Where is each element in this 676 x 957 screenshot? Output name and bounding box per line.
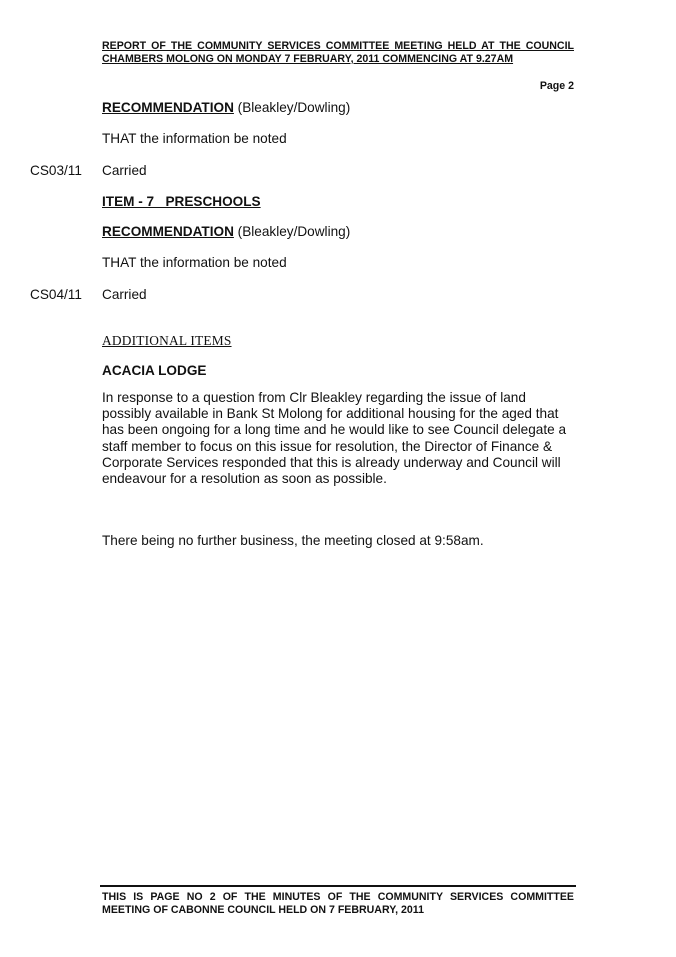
additional-items-heading: ADDITIONAL ITEMS (102, 333, 232, 348)
acacia-lodge-heading: ACACIA LODGE (102, 363, 207, 378)
page-number: Page 2 (539, 80, 574, 92)
motion-outcome: Carried (102, 163, 147, 178)
resolution-text: THAT the information be noted (102, 255, 287, 270)
minute-reference: CS03/11 (30, 163, 82, 178)
motion-outcome: Carried (102, 287, 147, 302)
closing-statement: There being no further business, the meeting closed at 9:58am. (102, 533, 484, 548)
footer-text: THIS IS PAGE NO 2 OF THE MINUTES OF THE COMMUNITY SERVICES COMMITTEE MEETING OF CABONNE COUNCIL HELD ON 7 FEBRUARY, 2011 (102, 891, 574, 916)
minute-reference: CS04/11 (30, 287, 82, 302)
acacia-lodge-paragraph: In response to a question from Clr Bleakley regarding the issue of land possibly available in Bank St Molong for additional housing for the aged that has been ongoing for a long time and he would like to see Council delegate a staff member to focus on this issue for resolution, the Director of Finance & Corporate Services responded that this is already underway and Council will endeavour for a resolution as soon as possible. (102, 390, 567, 487)
recommendation-label: RECOMMENDATION (102, 224, 234, 239)
recommendation-label: RECOMMENDATION (102, 100, 234, 115)
footer-divider (100, 885, 576, 887)
resolution-text: THAT the information be noted (102, 131, 287, 146)
recommendation-line (102, 224, 350, 240)
recommendation-line (102, 100, 350, 116)
item-heading: ITEM - 7 PRESCHOOLS (102, 194, 261, 209)
report-header-title: REPORT OF THE COMMUNITY SERVICES COMMITTEE MEETING HELD AT THE COUNCIL CHAMBERS MOLONG ON MONDAY 7 FEBRUARY, 2011 COMMENCING AT 9.27AM (102, 40, 574, 65)
recommendation-movers: (Bleakley/Dowling) (233, 224, 351, 239)
recommendation-movers: (Bleakley/Dowling) (233, 100, 351, 115)
